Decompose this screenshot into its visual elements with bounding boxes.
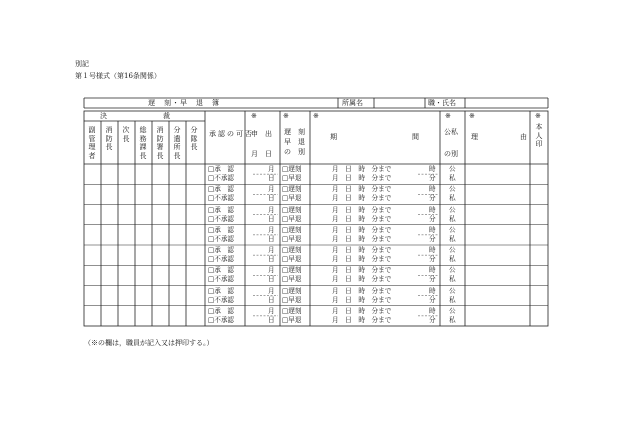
period-from[interactable]: 月 日 時 分まで [332,205,392,214]
month-unit[interactable]: 月 [268,225,275,234]
day-unit[interactable]: 日 [268,214,275,223]
affiliation-label: 所属名 [342,99,363,107]
month-unit[interactable]: 月 [268,306,275,315]
mark-period: ※ [313,112,319,120]
kind-header-1: 遅 刻 [284,128,305,136]
role-general-affairs: 総務課長 [139,126,147,160]
late-option[interactable]: □遅刻 [282,185,302,194]
period-from[interactable]: 月 日 時 分まで [332,246,392,254]
day-unit[interactable]: 日 [268,194,275,203]
public-option[interactable]: 公 [449,266,456,275]
public-option[interactable]: 公 [449,165,456,173]
private-option[interactable]: 私 [449,295,456,304]
role-squad-chief: 分隊長 [190,126,198,151]
seal-header: 本人印 [535,123,543,148]
minute-unit[interactable]: 分 [429,275,436,284]
approve-option[interactable]: □承 認 [208,286,235,295]
private-option[interactable]: 私 [449,174,456,182]
public-option[interactable]: 公 [449,246,456,254]
month-unit[interactable]: 月 [268,205,275,214]
hour-unit[interactable]: 時 [429,185,436,194]
role-deputy-chief: 次長 [122,126,130,143]
period-from[interactable]: 月 日 時 分まで [332,165,392,173]
minute-unit[interactable]: 分 [429,255,436,263]
late-option[interactable]: □遅刻 [282,225,302,234]
hour-unit[interactable]: 時 [429,266,436,275]
private-option[interactable]: 私 [449,275,456,284]
name-label: 職・氏名 [428,99,456,107]
approve-option[interactable]: □承 認 [208,266,235,275]
early-option[interactable]: □早退 [282,174,302,182]
period-from[interactable]: 月 日 時 分まで [332,306,392,315]
late-option[interactable]: □遅刻 [282,165,302,173]
day-unit[interactable]: 日 [268,255,275,263]
mark-public-private: ※ [445,112,451,120]
application-date-header-bottom: 月 日 [251,150,272,158]
month-unit[interactable]: 月 [268,286,275,295]
mark-reason: ※ [469,112,475,120]
period-header-2: 間 [412,133,419,141]
public-option[interactable]: 公 [449,286,456,295]
minute-unit[interactable]: 分 [429,214,436,223]
register-title: 遅 刻・早 退 簿 [148,99,220,107]
approve-option[interactable]: □承 認 [208,246,235,254]
private-option[interactable]: 私 [449,234,456,243]
period-from[interactable]: 月 日 時 分まで [332,185,392,194]
day-unit[interactable]: 日 [268,275,275,284]
period-from[interactable]: 月 日 時 分まで [332,225,392,234]
approve-option[interactable]: □承 認 [208,205,235,214]
late-option[interactable]: □遅刻 [282,306,302,315]
role-fire-chief: 消防長 [105,126,113,151]
mark-kind: ※ [283,112,289,120]
role-branch-chief: 分遣所長 [173,126,181,160]
period-to[interactable]: 月 日 時 分まで [332,214,392,223]
disapprove-option[interactable]: □不承認 [208,194,235,203]
day-unit[interactable]: 日 [268,234,275,243]
period-to[interactable]: 月 日 時 分まで [332,295,392,304]
minute-unit[interactable]: 分 [429,174,436,182]
late-option[interactable]: □遅刻 [282,286,302,295]
hour-unit[interactable]: 時 [429,286,436,295]
approve-option[interactable]: □承 認 [208,165,235,173]
early-option[interactable]: □早退 [282,255,302,263]
approval-col-header: 承認の可否 [209,130,254,138]
disapprove-option[interactable]: □不承認 [208,315,235,324]
day-unit[interactable]: 日 [268,315,275,324]
public-option[interactable]: 公 [449,185,456,194]
month-unit[interactable]: 月 [268,246,275,254]
period-header-1: 期 [330,133,337,141]
late-option[interactable]: □遅刻 [282,205,302,214]
period-to[interactable]: 月 日 時 分まで [332,275,392,284]
minute-unit[interactable]: 分 [429,315,436,324]
hour-unit[interactable]: 時 [429,246,436,254]
month-unit[interactable]: 月 [268,185,275,194]
disapprove-option[interactable]: □不承認 [208,234,235,243]
mark-seal: ※ [535,112,541,120]
approve-option[interactable]: □承 認 [208,185,235,194]
disapprove-option[interactable]: □不承認 [208,295,235,304]
period-to[interactable]: 月 日 時 分まで [332,174,392,182]
hour-unit[interactable]: 時 [429,225,436,234]
kind-header-2: 早 退 [284,138,305,146]
footer-note: （※の欄は，職員が記入又は押印する。） [84,339,214,347]
public-private-header-2: の別 [444,150,458,158]
early-option[interactable]: □早退 [282,315,302,324]
role-deputy-manager: 副管理者 [88,126,96,160]
early-option[interactable]: □早退 [282,295,302,304]
disapprove-option[interactable]: □不承認 [208,255,235,263]
late-option[interactable]: □遅刻 [282,266,302,275]
hour-unit[interactable]: 時 [429,205,436,214]
early-option[interactable]: □早退 [282,214,302,223]
minute-unit[interactable]: 分 [429,234,436,243]
period-to[interactable]: 月 日 時 分まで [332,315,392,324]
month-unit[interactable]: 月 [268,165,275,173]
mark-application: ※ [251,112,257,120]
hour-unit[interactable]: 時 [429,165,436,173]
day-unit[interactable]: 日 [268,174,275,182]
period-to[interactable]: 月 日 時 分まで [332,234,392,243]
disapprove-option[interactable]: □不承認 [208,214,235,223]
period-to[interactable]: 月 日 時 分まで [332,255,392,263]
disapprove-option[interactable]: □不承認 [208,275,235,284]
form-title: 第１号様式（第16条関係） [75,72,161,80]
early-option[interactable]: □早退 [282,275,302,284]
early-option[interactable]: □早退 [282,194,302,203]
minute-unit[interactable]: 分 [429,194,436,203]
private-option[interactable]: 私 [449,194,456,203]
role-station-chief: 消防署長 [156,126,164,160]
approve-option[interactable]: □承 認 [208,225,235,234]
minute-unit[interactable]: 分 [429,295,436,304]
private-option[interactable]: 私 [449,214,456,223]
reason-header-2: 由 [520,133,527,141]
public-option[interactable]: 公 [449,205,456,214]
period-from[interactable]: 月 日 時 分まで [332,266,392,275]
late-option[interactable]: □遅刻 [282,246,302,254]
public-option[interactable]: 公 [449,306,456,315]
public-option[interactable]: 公 [449,225,456,234]
approval-group-label: 決 裁 [100,112,170,120]
disapprove-option[interactable]: □不承認 [208,174,235,182]
day-unit[interactable]: 日 [268,295,275,304]
note-label: 別記 [75,60,89,68]
reason-header-1: 理 [471,133,478,141]
application-date-header-top: 申 出 [251,130,272,138]
hour-unit[interactable]: 時 [429,306,436,315]
approve-option[interactable]: □承 認 [208,306,235,315]
month-unit[interactable]: 月 [268,266,275,275]
kind-header-3: の 別 [284,148,305,156]
public-private-header-1: 公私 [444,128,458,136]
period-to[interactable]: 月 日 時 分まで [332,194,392,203]
private-option[interactable]: 私 [449,315,456,324]
private-option[interactable]: 私 [449,255,456,263]
period-from[interactable]: 月 日 時 分まで [332,286,392,295]
early-option[interactable]: □早退 [282,234,302,243]
